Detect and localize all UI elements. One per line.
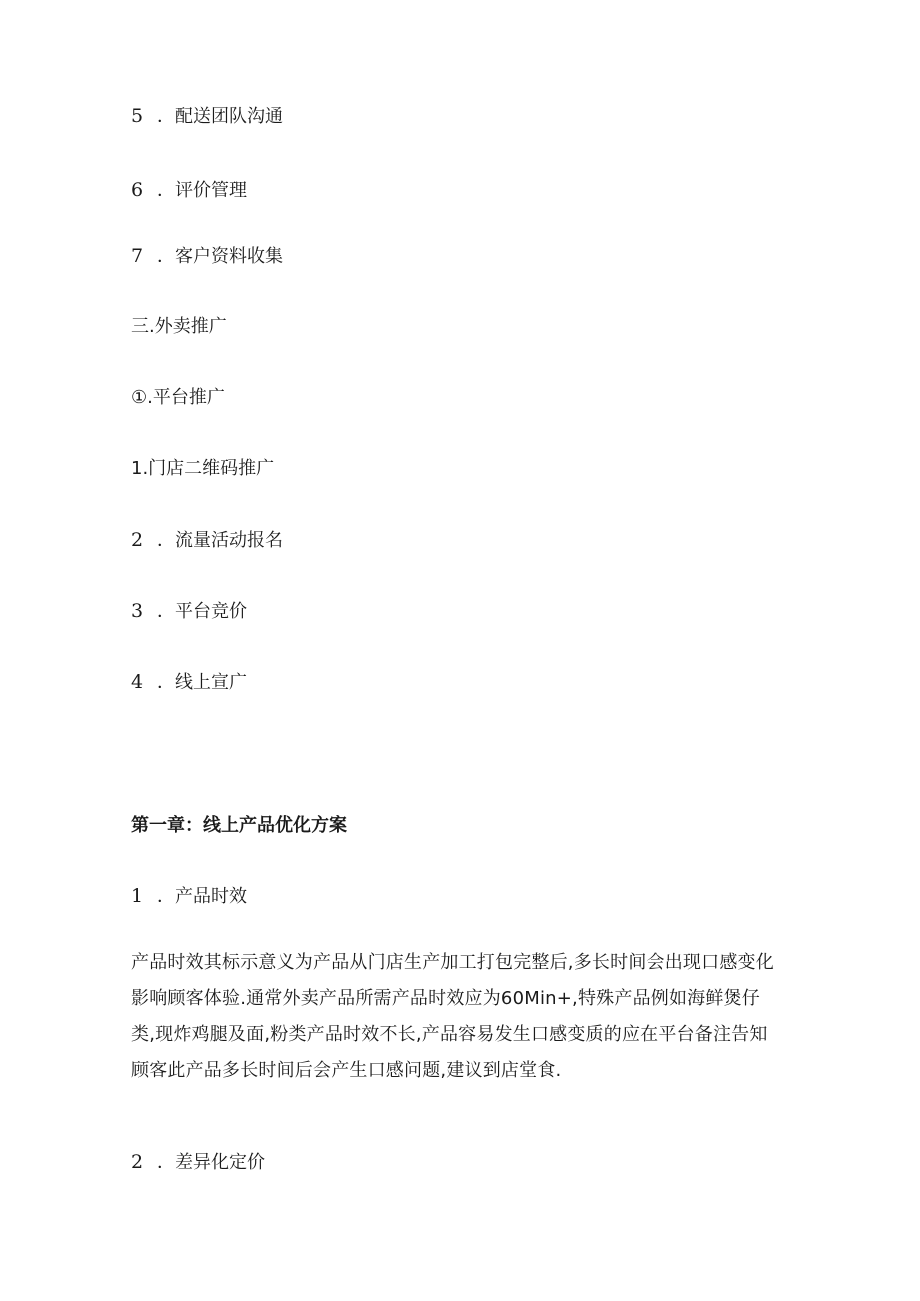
list-text: ．线上宣广 <box>157 672 247 693</box>
promo-item-traffic-activity <box>131 528 283 553</box>
list-number: 2 <box>131 1151 144 1173</box>
list-item-review-management <box>131 178 247 203</box>
paragraph-line: 顾客此产品多长时间后会产生口感问题,建议到店堂食. <box>131 1060 562 1081</box>
list-text: ．产品时效 <box>157 886 247 907</box>
paragraph-line: 产品时效其标示意义为产品从门店生产加工打包完整后,多长时间会出现口感变化 <box>131 952 774 973</box>
list-text: ．配送团队沟通 <box>157 106 283 127</box>
subsection-heading-platform-promotion: ①.平台推广 <box>131 387 225 408</box>
list-number: 5 <box>131 105 144 127</box>
paragraph-line: 类,现炸鸡腿及面,粉类产品时效不长,产品容易发生口感变质的应在平台备注告知 <box>131 1024 768 1045</box>
list-text: ．平台竞价 <box>157 601 247 622</box>
promo-item-qr-code: 1.门店二维码推广 <box>131 458 275 479</box>
list-number: 1 <box>131 885 144 907</box>
list-number: 6 <box>131 179 144 201</box>
promo-item-platform-bidding <box>131 599 247 624</box>
list-item-delivery-team <box>131 104 283 129</box>
list-number: 7 <box>131 245 144 267</box>
item-product-timeliness <box>131 884 247 909</box>
list-text: ．客户资料收集 <box>157 246 283 267</box>
list-number: 3 <box>131 600 144 622</box>
list-text: ．差异化定价 <box>157 1152 265 1173</box>
section-heading-takeout-promotion: 三.外卖推广 <box>131 316 227 337</box>
list-text: ．评价管理 <box>157 180 247 201</box>
list-text: ．流量活动报名 <box>157 530 283 551</box>
list-number: 2 <box>131 529 144 551</box>
list-item-customer-data <box>131 244 283 269</box>
promo-item-online-ad <box>131 670 247 695</box>
list-number: 4 <box>131 671 144 693</box>
item-differential-pricing <box>131 1150 265 1175</box>
chapter-title: 第一章：线上产品优化方案 <box>131 815 347 836</box>
paragraph-line: 影响顾客体验.通常外卖产品所需产品时效应为60Min+,特殊产品例如海鲜煲仔 <box>131 988 760 1009</box>
paragraph-product-timeliness <box>131 946 796 1088</box>
